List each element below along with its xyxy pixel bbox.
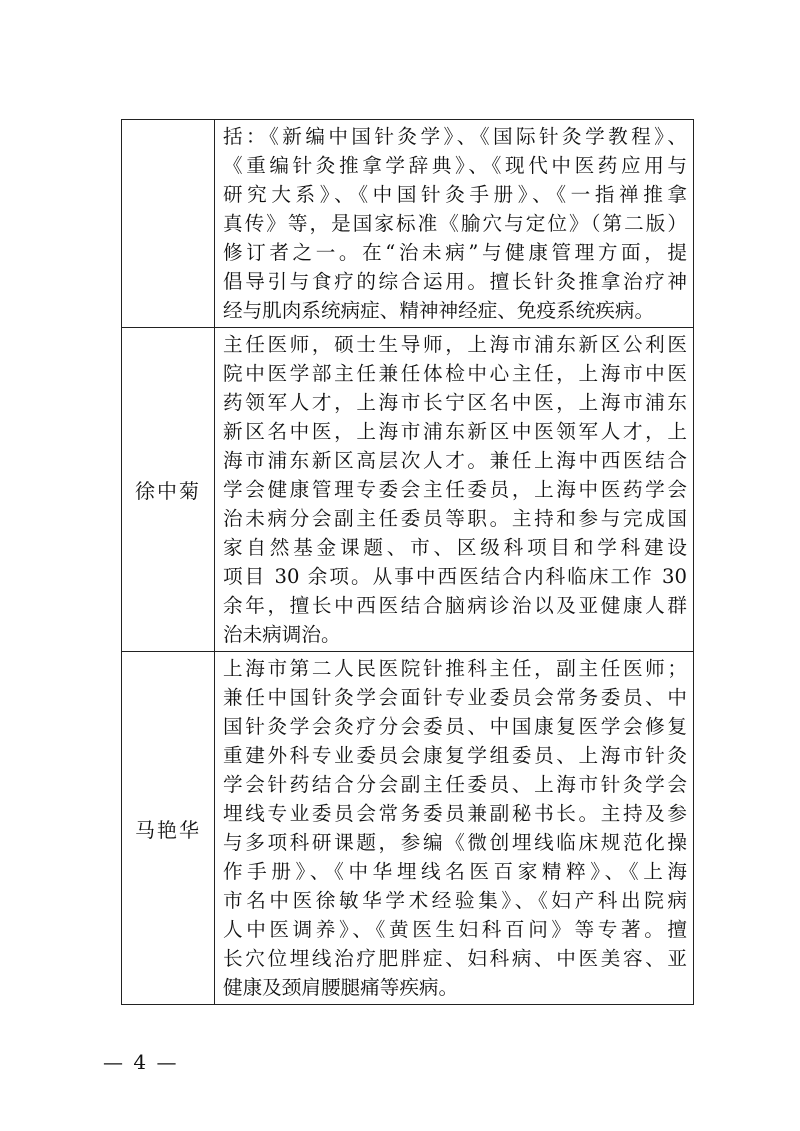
table-row <box>122 120 694 328</box>
bio-text-line: 长穴位埋线治疗肥胖症、妇科病、中医美容、亚 <box>223 947 687 970</box>
bio-text-line: 学会针药结合分会副主任委员、上海市针灸学会 <box>223 773 687 796</box>
table-row <box>122 652 694 1005</box>
table-row <box>122 328 694 652</box>
bio-text-line: 经与肌肉系统病症、精神神经症、免疫系统疾病。 <box>223 299 655 322</box>
bio-text-line: 院中医学部主任兼任体检中心主任，上海市中医 <box>223 362 687 385</box>
expert-name-cell <box>122 328 215 652</box>
bio-text-line: 新区名中医，上海市浦东新区中医领军人才，上 <box>223 420 687 443</box>
bio-text-line: 主任医师，硕士生导师，上海市浦东新区公利医 <box>223 333 687 356</box>
bio-text-line: 学会健康管理专委会主任委员，上海中医药学会 <box>223 478 687 501</box>
bio-text-line: 重建外科专业委员会康复学组委员、上海市针灸 <box>223 744 687 767</box>
bio-text-line: 倡导引与食疗的综合运用。擅长针灸推拿治疗神 <box>223 270 687 293</box>
expert-name: 徐中菊 <box>135 479 201 503</box>
expert-bio-table <box>121 119 694 1005</box>
bio-text-line: 项目 30 余项。从事中西医结合内科临床工作 30 <box>223 565 687 588</box>
bio-text-line: 国针灸学会灸疗分会委员、中国康复医学会修复 <box>223 715 687 738</box>
bio-text-line: 与多项科研课题，参编《微创埋线临床规范化操 <box>223 831 687 854</box>
table-body <box>122 120 694 1005</box>
bio-text-line: 药领军人才，上海市长宁区名中医，上海市浦东 <box>223 391 687 414</box>
expert-bio-cell <box>215 652 694 1005</box>
bio-text-line: 家自然基金课题、市、区级科项目和学科建设 <box>223 536 687 559</box>
bio-text-line: 健康及颈肩腰腿痛等疾病。 <box>223 976 459 999</box>
bio-text-line: 真传》等，是国家标准《腧穴与定位》（第二版） <box>223 212 687 235</box>
expert-bio-cell <box>215 328 694 652</box>
bio-text-line: 兼任中国针灸学会面针专业委员会常务委员、中 <box>223 686 687 709</box>
page-number: — 4 — <box>103 1050 179 1074</box>
bio-text-line: 埋线专业委员会常务委员兼副秘书长。主持及参 <box>223 802 687 825</box>
expert-bio-cell <box>215 120 694 328</box>
expert-name-cell <box>122 120 215 328</box>
expert-name: 马艳华 <box>135 817 201 842</box>
bio-text-line: 《重编针灸推拿学辞典》、《现代中医药应用与 <box>223 154 687 177</box>
bio-text-line: 市名中医徐敏华学术经验集》、《妇产科出院病 <box>223 889 687 912</box>
bio-text-line: 海市浦东新区高层次人才。兼任上海中西医结合 <box>223 449 687 472</box>
bio-text-line: 作手册》、《中华埋线名医百家精粹》、《上海 <box>223 860 687 883</box>
bio-text-line: 治未病调治。 <box>223 623 341 646</box>
bio-text-line: 研究大系》、《中国针灸手册》、《一指禅推拿 <box>223 183 687 206</box>
bio-text-line: 上海市第二人民医院针推科主任，副主任医师； <box>223 657 687 680</box>
bio-text-line: 治未病分会副主任委员等职。主持和参与完成国 <box>223 507 687 530</box>
bio-text-line: 余年，擅长中西医结合脑病诊治以及亚健康人群 <box>223 594 687 617</box>
expert-name-cell <box>122 652 215 1005</box>
bio-text-line: 人中医调养》、《黄医生妇科百问》等专著。擅 <box>223 918 687 941</box>
bio-text-line: 修订者之一。在“治未病”与健康管理方面，提 <box>223 241 687 264</box>
bio-text-line: 括：《新编中国针灸学》、《国际针灸学教程》、 <box>223 125 687 148</box>
